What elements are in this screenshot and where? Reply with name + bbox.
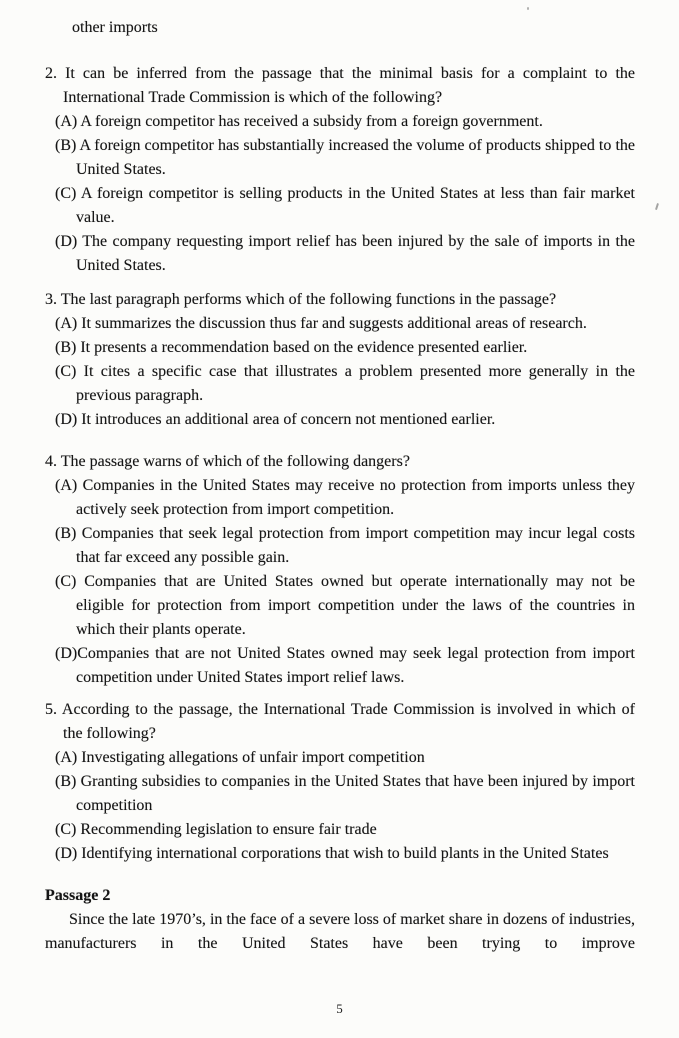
scan-speck — [527, 7, 529, 10]
question-2-option-b: (B) A foreign competitor has substantially increased the volume of products shipped to the United States. — [55, 137, 635, 178]
passage-2-paragraph: Since the late 1970’s, in the face of a severe loss of market share in dozens of industries, manufacturers in the United States have been trying to improve — [45, 911, 635, 952]
question-5-stem: 5. According to the passage, the International Trade Commission is involved in which of the following? — [45, 701, 635, 742]
carryover-text: other imports — [72, 19, 158, 36]
question-2-option-d: (D) The company requesting import relief has been injured by the sale of imports in the United States. — [55, 233, 635, 274]
passage-2-heading: Passage 2 — [45, 887, 111, 904]
question-4-stem: 4. The passage warns of which of the following dangers? — [45, 453, 410, 470]
question-3-option-b: (B) It presents a recommendation based on the evidence presented earlier. — [55, 339, 528, 356]
question-3-option-a: (A) It summarizes the discussion thus far and suggests additional areas of research. — [55, 315, 587, 332]
question-4-option-d: (D)Companies that are not United States owned may seek legal protection from import competition under United States import relief laws. — [55, 645, 635, 686]
question-2-stem: 2. It can be inferred from the passage that the minimal basis for a complaint to the International Trade Commission is which of the following? — [45, 65, 635, 106]
question-5 — [45, 698, 635, 866]
question-2-option-a: (A) A foreign competitor has received a subsidy from a foreign government. — [55, 113, 543, 130]
question-5-option-d: (D) Identifying international corporations that wish to build plants in the United States — [55, 845, 609, 862]
question-3-option-c: (C) It cites a specific case that illustrates a problem presented more generally in the previous paragraph. — [55, 363, 635, 404]
question-5-option-a: (A) Investigating allegations of unfair import competition — [55, 749, 425, 766]
question-2-option-c: (C) A foreign competitor is selling products in the United States at less than fair market value. — [55, 185, 635, 226]
question-4-option-a: (A) Companies in the United States may receive no protection from imports unless they actively seek protection from import competition. — [55, 477, 635, 518]
question-3-option-d: (D) It introduces an additional area of concern not mentioned earlier. — [55, 411, 496, 428]
page-number: 5 — [336, 1001, 343, 1016]
question-5-option-c: (C) Recommending legislation to ensure fair trade — [55, 821, 377, 838]
question-4-option-c: (C) Companies that are United States owned but operate internationally may not be eligible for protection from import competition under the laws of the countries in which their plants operate. — [55, 573, 635, 638]
question-4 — [45, 450, 635, 690]
question-3-stem: 3. The last paragraph performs which of the following functions in the passage? — [45, 291, 557, 308]
question-3 — [45, 288, 635, 432]
question-5-option-b: (B) Granting subsidies to companies in the United States that have been injured by import competition — [55, 773, 635, 814]
question-2 — [45, 62, 635, 278]
question-4-option-b: (B) Companies that seek legal protection from import competition may incur legal costs that far exceed any possible gain. — [55, 525, 635, 566]
